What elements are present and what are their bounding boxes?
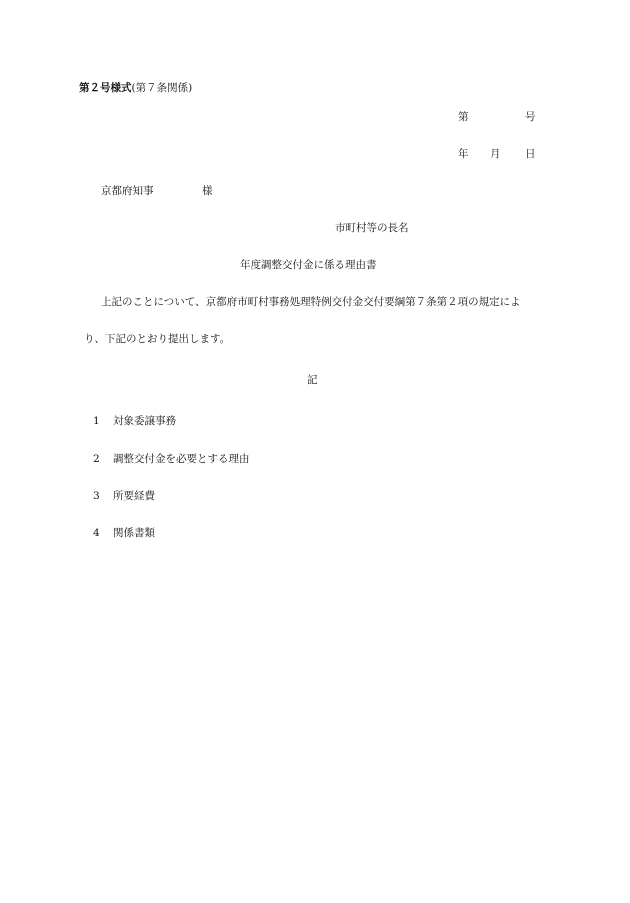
form-title: [79, 81, 192, 95]
addressee-name: 京都府知事: [101, 185, 154, 197]
item-number: 2: [93, 453, 100, 465]
item-number: 3: [93, 490, 100, 502]
body-line-2: り、下記のとおり提出します。: [84, 333, 231, 345]
form-title-main: 第２号様式: [79, 82, 132, 94]
item-text: 関係書類: [113, 527, 155, 539]
date-month-label: 月: [490, 148, 501, 160]
document-title: 年度調整交付金に係る理由書: [240, 259, 377, 271]
number-suffix: 号: [525, 111, 536, 123]
form-title-paren: (第７条関係): [131, 82, 193, 94]
addressee-honorific: 様: [202, 185, 213, 197]
item-text: 対象委譲事務: [113, 415, 176, 427]
date-day-label: 日: [525, 148, 536, 160]
ki-heading: 記: [307, 374, 318, 386]
item-text: 所要経費: [113, 490, 155, 502]
date-year-label: 年: [458, 148, 469, 160]
item-number: 1: [93, 415, 100, 427]
item-number: 4: [93, 527, 100, 539]
sender-label: 市町村等の長名: [335, 222, 409, 234]
item-text: 調整交付金を必要とする理由: [113, 453, 250, 465]
body-line-1: 上記のことについて、京都府市町村事務処理特例交付金交付要綱第７条第２項の規定によ: [101, 296, 521, 308]
number-prefix: 第: [458, 111, 469, 123]
